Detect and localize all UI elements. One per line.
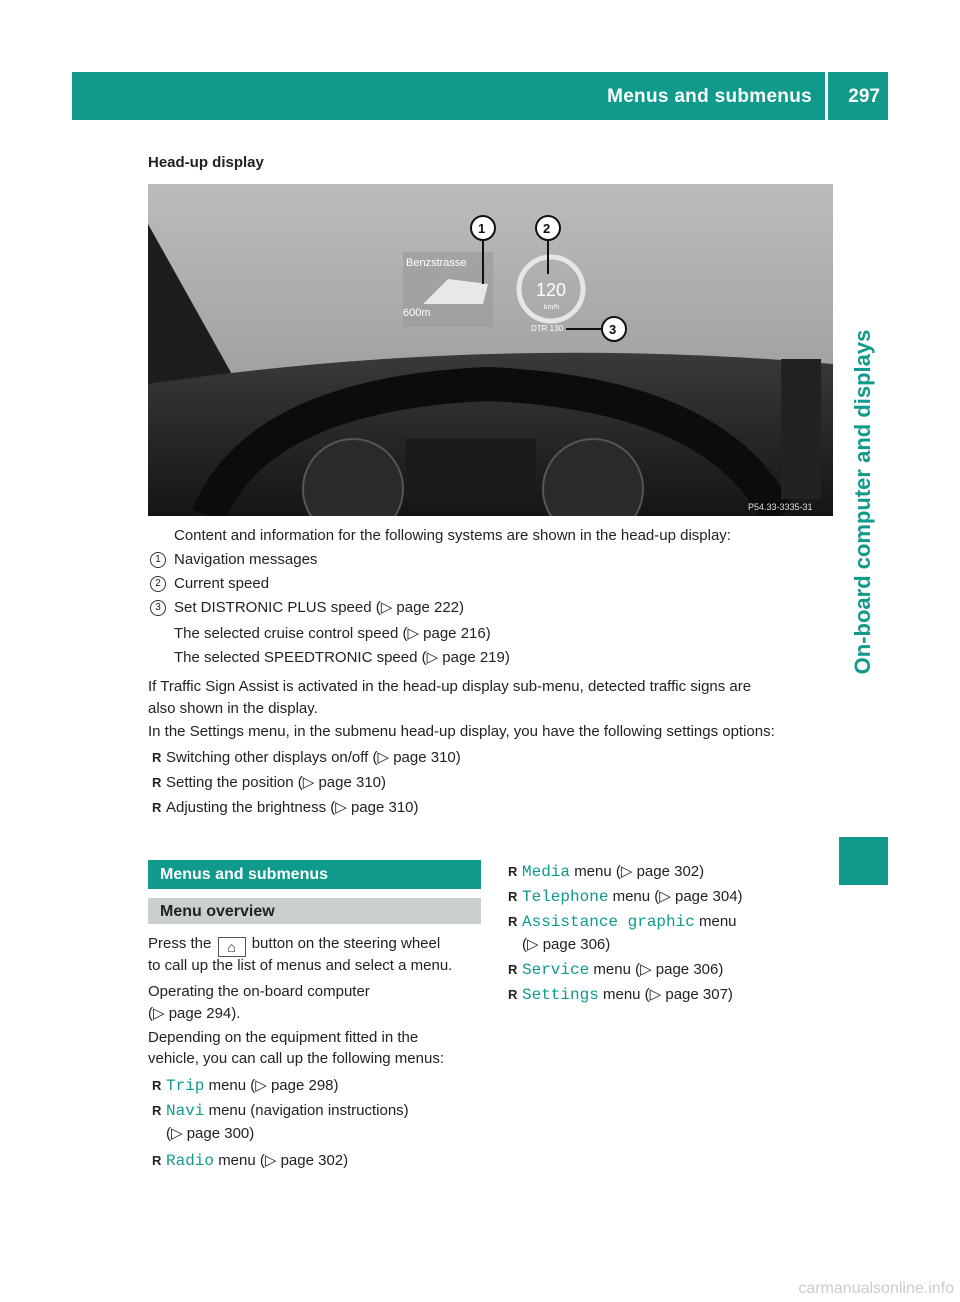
menu-rest: menu (▷ page 302) [574, 863, 705, 880]
home-icon: ⌂ [218, 937, 246, 957]
bullet: R [508, 864, 518, 879]
item-number: 2 [150, 576, 166, 592]
item-subtext: The selected cruise control speed (▷ page 216) [174, 625, 491, 642]
menu-name[interactable]: Radio [166, 1152, 215, 1170]
page-number: 297 [848, 86, 880, 107]
menus-heading [148, 860, 481, 889]
press-text [148, 934, 440, 957]
hud-speed: 120 [536, 280, 567, 300]
menu-rest: menu (navigation instructions) [208, 1102, 409, 1119]
intro-text: Content and information for the following systems are shown in the head-up display: [174, 527, 731, 544]
menu-name[interactable]: Assistance graphic [522, 913, 695, 931]
bullet: R [508, 914, 518, 929]
menu-item-radio [166, 1151, 348, 1171]
menu-rest: menu (▷ page 302) [218, 1152, 349, 1169]
settings-intro: In the Settings menu, in the submenu head-up display, you have the following settings options: [148, 723, 775, 740]
side-tab-label: On-board computer and displays [850, 329, 875, 675]
bullet: R [152, 750, 162, 765]
menu-name[interactable]: Service [522, 961, 590, 979]
item-text: Navigation messages [174, 551, 318, 568]
figure-code: P54.33-3335-31 [748, 502, 813, 512]
item-number: 1 [150, 552, 166, 568]
callout-3: 3 [609, 322, 617, 337]
operating-text: Operating the on-board computer [148, 983, 370, 1000]
menu-name[interactable]: Trip [166, 1077, 205, 1095]
depending-text: vehicle, you can call up the following menus: [148, 1050, 445, 1067]
head-up-display-photo [148, 184, 833, 516]
menu-item-service [522, 960, 723, 980]
bullet: R [152, 1103, 162, 1118]
menu-rest: menu (▷ page 298) [208, 1077, 339, 1094]
menus-heading-label: Menus and submenus [160, 866, 329, 883]
bullet: R [152, 1078, 162, 1093]
hud-speed-unit: km/h [544, 304, 560, 311]
callout-2: 2 [543, 221, 551, 236]
section-heading: Head-up display [148, 154, 264, 171]
side-tab-marker [839, 837, 888, 885]
press-post: button on the steering wheel [251, 935, 441, 952]
hud-dtr: DTR 130 [531, 324, 564, 333]
depending-text: Depending on the equipment fitted in the [148, 1029, 419, 1046]
item-number: 3 [150, 600, 166, 616]
menu-rest: menu [699, 913, 737, 930]
settings-bullet: Adjusting the brightness (▷ page 310) [166, 799, 419, 816]
traffic-sign-text: also shown in the display. [148, 700, 318, 717]
press-pre: Press the [148, 935, 212, 952]
operating-page: (▷ page 294). [148, 1005, 241, 1022]
overview-heading-label: Menu overview [160, 903, 275, 920]
settings-bullet: Setting the position (▷ page 310) [166, 774, 387, 791]
overview-heading [148, 898, 481, 924]
menu-item-navi [166, 1101, 409, 1121]
press-line2: to call up the list of menus and select a menu. [148, 957, 453, 974]
settings-bullet: Switching other displays on/off (▷ page 310) [166, 749, 461, 766]
menu-name[interactable]: Media [522, 863, 571, 881]
side-tab [839, 122, 888, 1224]
bullet: R [152, 800, 162, 815]
menu-name[interactable]: Telephone [522, 888, 609, 906]
callout-1: 1 [478, 221, 486, 236]
menu-name[interactable]: Navi [166, 1102, 205, 1120]
hud-distance: 600m [403, 307, 431, 319]
bullet: R [508, 889, 518, 904]
menu-rest: menu (▷ page 304) [612, 888, 743, 905]
traffic-sign-text: If Traffic Sign Assist is activated in the head-up display sub-menu, detected traffic signs are [148, 678, 752, 695]
item-text: Current speed [174, 575, 270, 592]
bullet: R [152, 775, 162, 790]
menu-item-telephone [522, 887, 743, 907]
bullet: R [508, 962, 518, 977]
menu-item-media [522, 862, 704, 882]
bullet: R [508, 987, 518, 1002]
item-text: Set DISTRONIC PLUS speed (▷ page 222) [174, 599, 464, 616]
page-header [72, 72, 888, 120]
menu-name[interactable]: Settings [522, 986, 599, 1004]
header-divider [825, 72, 828, 120]
bullet: R [152, 1153, 162, 1168]
menu-item-trip [166, 1076, 339, 1096]
header-title: Menus and submenus [607, 86, 812, 107]
menu-rest: menu (▷ page 307) [602, 986, 733, 1003]
item-subtext: The selected SPEEDTRONIC speed (▷ page 219) [174, 649, 510, 666]
hud-street: Benzstrasse [406, 257, 467, 269]
menu-item-assistance-page: (▷ page 306) [522, 936, 611, 953]
menu-item-settings [522, 985, 733, 1005]
menu-item-assistance [522, 912, 737, 932]
menu-rest: menu (▷ page 306) [593, 961, 724, 978]
menu-item-navi-page: (▷ page 300) [166, 1125, 255, 1142]
watermark: carmanualsonline.info [798, 1280, 954, 1297]
